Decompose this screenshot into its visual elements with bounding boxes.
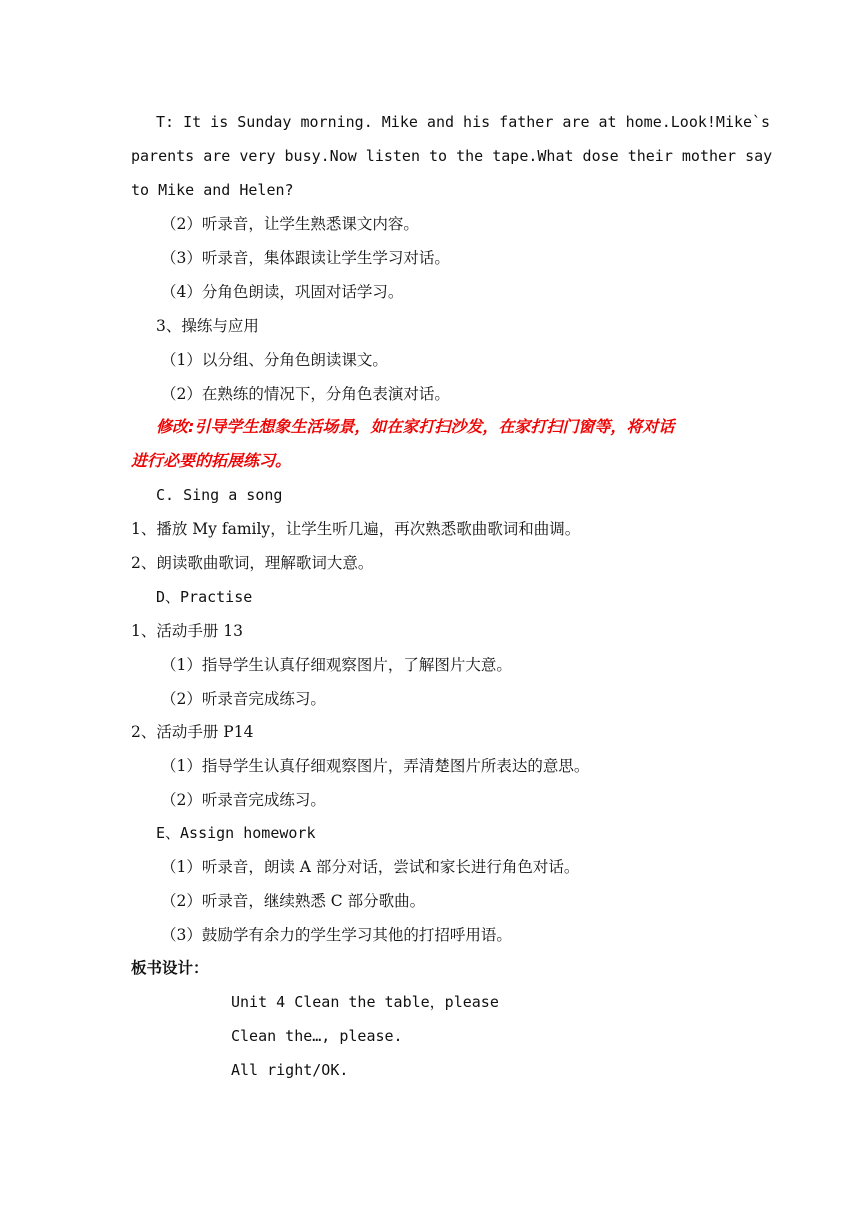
section-d-item-1-step-2: （2）听录音完成练习。 bbox=[161, 690, 326, 708]
section-e-item-1: （1）听录音，朗读 A 部分对话，尝试和家长进行角色对话。 bbox=[161, 858, 580, 876]
step-3-repeat: （3）听录音，集体跟读让学生学习对话。 bbox=[161, 249, 450, 267]
section-e-heading: E、Assign homework bbox=[156, 824, 316, 842]
board-line-3: All right/OK. bbox=[231, 1061, 349, 1079]
intro-line-1: T: It is Sunday morning. Mike and his father are at home.Look!Mike`s bbox=[156, 113, 771, 131]
board-design-heading: 板书设计： bbox=[131, 959, 209, 977]
section-d-heading: D、Practise bbox=[156, 588, 253, 606]
section-d-item-1-step-1: （1）指导学生认真仔细观察图片，了解图片大意。 bbox=[161, 656, 512, 674]
revision-note-line-1: 修改:引导学生想象生活场景，如在家打扫沙发，在家打扫门窗等，将对话 bbox=[156, 417, 675, 436]
practice-step-1: （1）以分组、分角色朗读课文。 bbox=[161, 351, 388, 369]
section-d-item-2-step-2: （2）听录音完成练习。 bbox=[161, 791, 326, 809]
section-d-item-2-step-1: （1）指导学生认真仔细观察图片，弄清楚图片所表达的意思。 bbox=[161, 757, 590, 775]
section-e-item-3: （3）鼓励学有余力的学生学习其他的打招呼用语。 bbox=[161, 926, 512, 944]
step-4-roleplay: （4）分角色朗读，巩固对话学习。 bbox=[161, 283, 404, 301]
section-d-item-1: 1、活动手册 13 bbox=[131, 622, 244, 640]
section-d-item-2: 2、活动手册 P14 bbox=[131, 723, 254, 741]
board-line-2: Clean the…, please. bbox=[231, 1027, 403, 1045]
section-e-item-2: （2）听录音，继续熟悉 C 部分歌曲。 bbox=[161, 892, 426, 910]
step-2-listen: （2）听录音，让学生熟悉课文内容。 bbox=[161, 215, 419, 233]
intro-line-2: parents are very busy.Now listen to the tape.What dose their mother say bbox=[131, 147, 773, 165]
revision-note-line-2: 进行必要的拓展练习。 bbox=[131, 451, 292, 470]
section-c-item-2: 2、朗读歌曲歌词，理解歌词大意。 bbox=[131, 554, 374, 572]
section-c-item-1: 1、播放 My family，让学生听几遍，再次熟悉歌曲歌词和曲调。 bbox=[131, 520, 581, 538]
practice-heading: 3、操练与应用 bbox=[156, 317, 259, 335]
intro-line-3: to Mike and Helen? bbox=[131, 181, 294, 199]
board-line-1: Unit 4 Clean the table，please bbox=[231, 993, 499, 1011]
practice-step-2: （2）在熟练的情况下，分角色表演对话。 bbox=[161, 385, 450, 403]
section-c-heading: C. Sing a song bbox=[156, 486, 283, 504]
